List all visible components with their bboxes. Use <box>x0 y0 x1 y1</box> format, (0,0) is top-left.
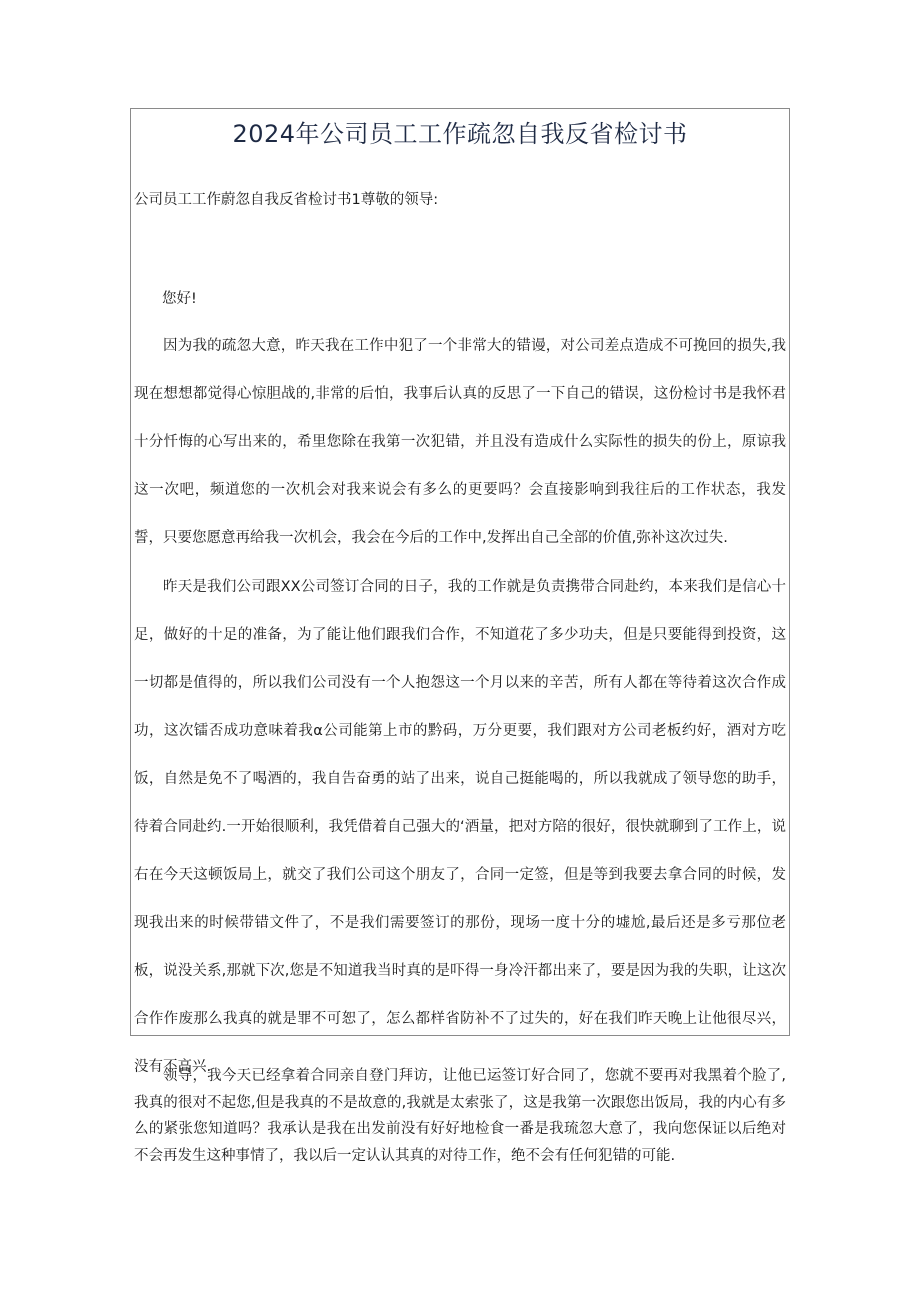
paragraph-apology: 因为我的疏忽大意，昨天我在工作中犯了一个非常大的错谩，对公司差点造成不可挽回的损失,我现在想想都觉得心惊胆战的,非常的后怕，我事后认真的反思了一下自己的错误，这份检讨书是我怀君十分忏悔的心写出来的，希里您除在我第一次犯错，并且没有造成什么实际性的损失的份上，原谅我这一次吧，频道您的一次机会对我来说会有多么的更要吗？会直接影响到我往后的工作状态，我发誓，只要您愿意再给我一次机会，我会在今后的工作中,发挥出自己全部的价值,弥补这次过失. <box>134 338 786 546</box>
document-title: 2024年公司员工工作疏忽自我反省检讨书 <box>232 120 688 148</box>
greeting: 您好! <box>162 291 197 307</box>
paragraph-closing: 领导，我今天已经拿着合同亲自登门拜访，让他已运签订好合同了，您就不要再对我黑着个脸了,我真的很对不起您,但是我真的不是故意的,我就是太索张了，这是我第一次跟您出饭局，我的内心有多么的紧张您知道吗？我承认是我在出发前没有好好地检食一番是我琉忽大意了，我向您保证以后绝对不会再发生这种事情了，我以后一定认认其真的对待工作，绝不会有任何犯错的可能. <box>134 1068 786 1164</box>
paragraph-incident: 昨天是我们公司跟XX公司签订合同的日子，我的工作就是负责携带合同赴约，本来我们是信心十足，做好的十足的准备，为了能让他们跟我们合作，不知道花了多少功夫，但是只要能得到投资，这一切都是值得的，所以我们公司没有一个人抱怨这一个月以来的辛苦，所有人都在等待着这次合作成功，这次镭否成功意味着我α公司能第上市的黔码，万分更要，我们跟对方公司老板约好，酒对方吃饭，自然是免不了喝酒的，我自告奋勇的站了出来，说自己挺能喝的，所以我就成了领导您的助手，待着合同赴约.一开始很顺利，我凭借着自己强大的‘酒量，把对方陪的很好，很快就聊到了工作上，说右在今天这顿饭局上，就交了我们公司这个朋友了，合同一定签，但是等到我要去拿合同的时候，发现我出来的时候带错文件了，不是我们需要签订的那份，现场一度十分的墟尬,最后还是多亏那位老板，说没关系,那就下次,您是不知道我当时真的是吓得一身冷汗都出来了，要是因为我的失职，让这次合作作废那么我真的就是罪不可恕了，怎么都样省防补不了过失的，好在我们昨天晚上让他很尽兴，没有不高兴. <box>134 579 786 1075</box>
document-subtitle: 公司员工工作蔚忽自我反省检讨书1尊敬的领导: <box>134 192 439 208</box>
